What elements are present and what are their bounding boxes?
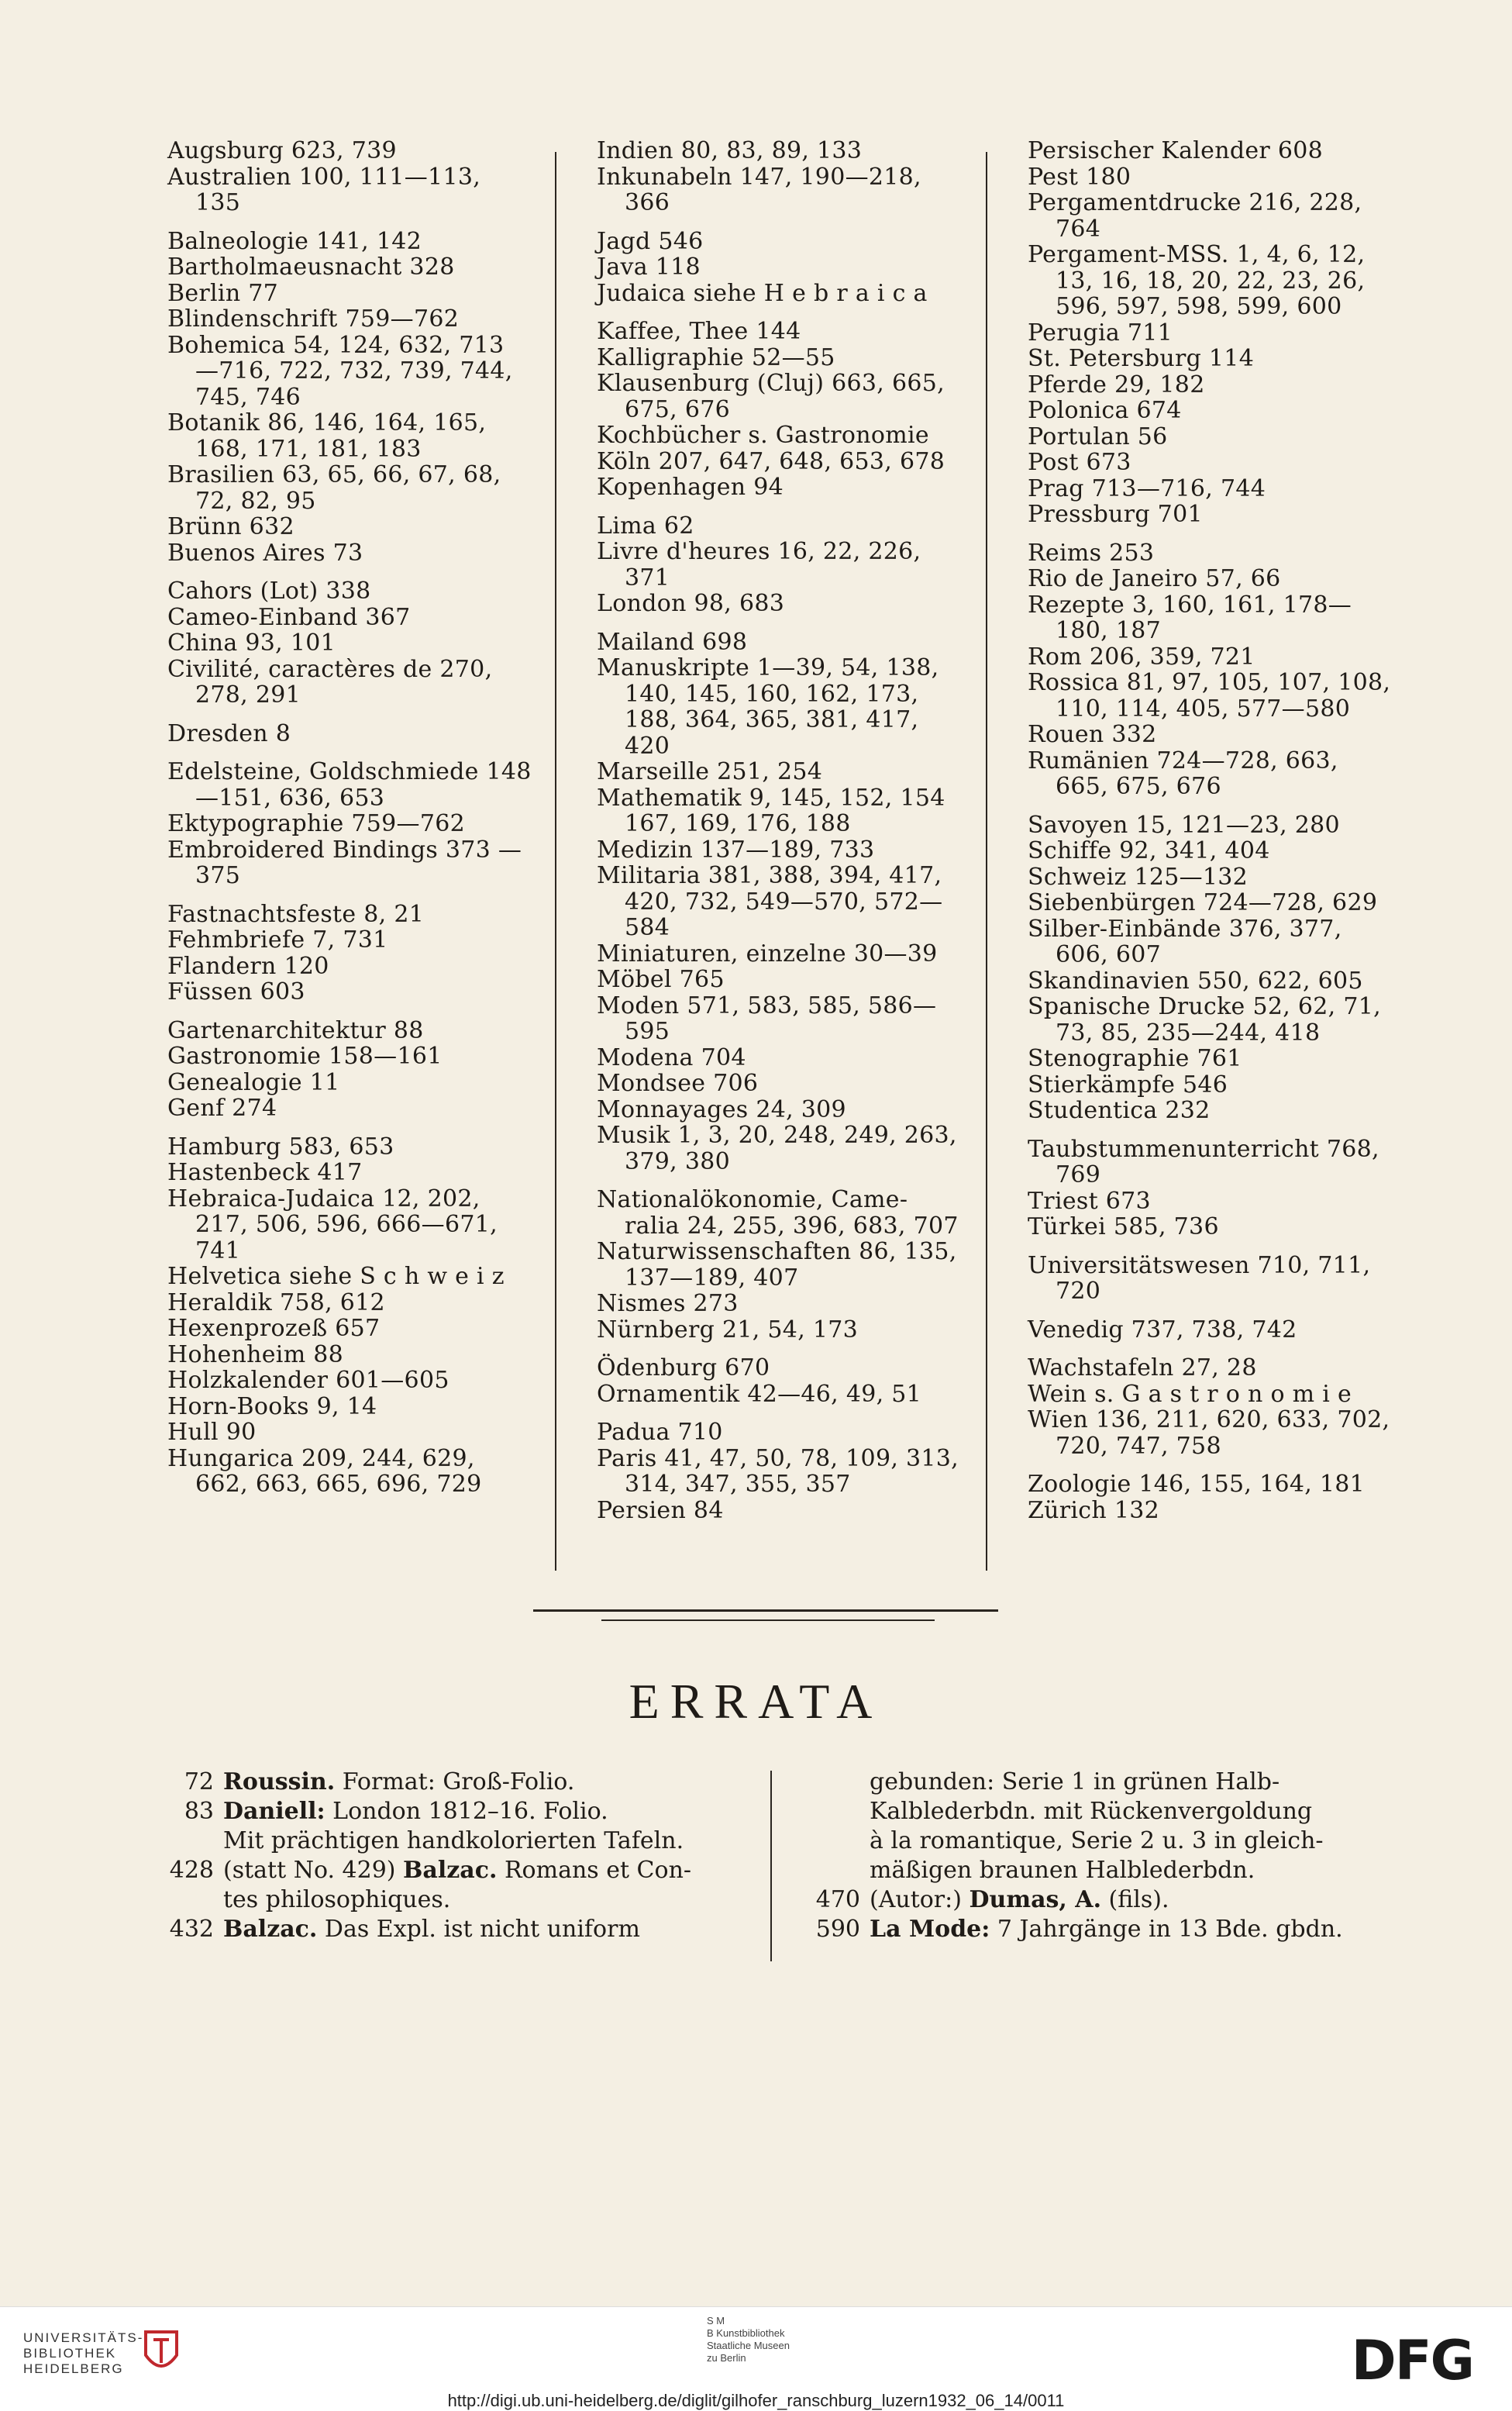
index-entry: Naturwissenschaften 86, 135, 137—189, 407 (597, 1238, 957, 1292)
group-spacer (1028, 1124, 1392, 1137)
index-entry: Rossica 81, 97, 105, 107, 108, 110, 114, 405, 577—580 (1028, 669, 1391, 723)
index-entry: Judaica siehe H e b r a i c a (597, 279, 928, 307)
index-entry: Buenos Aires 73 (167, 539, 363, 567)
index-entry: Hull 90 (167, 1419, 257, 1446)
lot-number: 72 (184, 1768, 214, 1795)
lot-number (798, 1856, 870, 1885)
library-line: HEIDELBERG (23, 2361, 124, 2376)
errata-row (798, 1768, 1395, 1797)
index-entry: Kaffee, Thee 144 (597, 318, 801, 345)
errata-text (223, 1768, 741, 1797)
stamp-line: B Kunstbibliothek (707, 2327, 785, 2339)
index-entry: Wachstafeln 27, 28 (1028, 1354, 1257, 1381)
group-spacer (167, 216, 532, 229)
index-entry: Portulan 56 (1028, 423, 1168, 450)
index-entry: Edelsteine, Goldschmiede 148—151, 636, 653 (167, 758, 532, 812)
index-entry: China 93, 101 (167, 629, 336, 657)
index-entry: Ornamentik 42—46, 49, 51 (597, 1380, 922, 1408)
errata-row (152, 1885, 741, 1915)
errata-heading: ERRATA (629, 1674, 883, 1729)
errata-row (798, 1826, 1395, 1856)
index-entry: Füssen 603 (167, 978, 305, 1005)
index-entry: Reims 253 (1028, 539, 1155, 567)
index-entry: Perugia 711 (1028, 319, 1173, 347)
errata-text (870, 1826, 1395, 1856)
index-entry: Medizin 137—189, 733 (597, 836, 875, 864)
index-entry: Horn-Books 9, 14 (167, 1392, 377, 1420)
index-entry: Fastnachtsfeste 8, 21 (167, 900, 425, 928)
group-spacer (597, 1174, 961, 1187)
group-spacer (597, 1407, 961, 1419)
errata-note: (fils). (1101, 1886, 1169, 1913)
errata-row (798, 1856, 1395, 1885)
group-spacer (167, 889, 532, 902)
index-entry: Köln 207, 647, 648, 653, 678 (597, 447, 945, 475)
index-entry: Schweiz 125—132 (1028, 863, 1249, 891)
index-entry: Stenographie 761 (1028, 1045, 1242, 1072)
errata-divider (770, 1771, 772, 1961)
index-entry: Pferde 29, 182 (1028, 371, 1205, 398)
lot-number (152, 1826, 223, 1856)
index-entry: Bartholmaeusnacht 328 (167, 254, 455, 281)
errata-row (798, 1885, 1395, 1915)
index-entry: Triest 673 (1028, 1187, 1151, 1215)
index-entry: Persien 84 (597, 1496, 724, 1524)
index-entry: Paris 41, 47, 50, 78, 109, 313, 314, 347, 355, 357 (597, 1444, 959, 1498)
errata-row (152, 1856, 741, 1885)
index-entry: Civilité, caractères de 270, 278, 291 (167, 655, 493, 709)
errata-note: Format: Groß-Folio. (335, 1768, 575, 1795)
index-entry: Pressburg 701 (1028, 501, 1203, 528)
index-entry: Mondsee 706 (597, 1070, 759, 1097)
index-entry: Brünn 632 (167, 513, 294, 540)
errata-row (798, 1797, 1395, 1826)
index-entry: Pest 180 (1028, 163, 1131, 191)
index-entry: Rumänien 724—728, 663, 665, 675, 676 (1028, 747, 1338, 800)
group-spacer (167, 1122, 532, 1134)
errata-text (870, 1915, 1395, 1944)
index-column-2 (597, 138, 961, 1523)
index-entry: Padua 710 (597, 1419, 723, 1446)
column-divider-1 (555, 152, 556, 1571)
index-entry: Kopenhagen 94 (597, 474, 784, 501)
index-entry: Fehmbriefe 7, 731 (167, 926, 388, 954)
index-entry: Universitätswesen 710, 711, 720 (1028, 1251, 1371, 1305)
index-entry: Türkei 585, 736 (1028, 1213, 1219, 1240)
errata-note: Mit prächtigen handkolorierten Tafeln. (223, 1827, 684, 1854)
group-spacer (597, 1343, 961, 1355)
errata-bold-term: Roussin. (223, 1768, 336, 1795)
index-entry: Rezepte 3, 160, 161, 178— 180, 187 (1028, 591, 1352, 644)
index-entry: Zoologie 146, 155, 164, 181 (1028, 1471, 1366, 1498)
index-entry: Indien 80, 83, 89, 133 (597, 137, 863, 164)
errata-note: Das Expl. ist nicht uniform (317, 1916, 640, 1943)
index-entry: Genealogie 11 (167, 1068, 340, 1096)
index-entry: Manuskripte 1—39, 54, 138, 140, 145, 160, 162, 173, 188, 364, 365, 381, 417, 420 (597, 654, 939, 760)
index-entry: Miniaturen, einzelne 30—39 (597, 940, 938, 968)
group-spacer (597, 501, 961, 513)
index-entry: Java 118 (597, 254, 701, 281)
index-entry: Berlin 77 (167, 279, 279, 307)
index-entry: Pergamentdrucke 216, 228, 764 (1028, 189, 1362, 243)
errata-note: (Autor:) (870, 1886, 970, 1913)
index-entry: Pergament-MSS. 1, 4, 6, 12, 13, 16, 18, 20, 22, 23, 26, 596, 597, 598, 599, 600 (1028, 241, 1366, 320)
index-entry: Blindenschrift 759—762 (167, 305, 460, 333)
index-entry: Rouen 332 (1028, 721, 1157, 748)
index-entry: Kalligraphie 52—55 (597, 343, 835, 371)
errata-note: (statt No. 429) (223, 1857, 404, 1884)
index-entry: Venedig 737, 738, 742 (1028, 1316, 1297, 1343)
library-line: BIBLIOTHEK (23, 2346, 117, 2361)
index-entry: Hohenheim 88 (167, 1340, 344, 1368)
lot-number (798, 1797, 870, 1826)
index-entry: Spanische Drucke 52, 62, 71, 73, 85, 235—244, 418 (1028, 993, 1381, 1047)
index-entry: Botanik 86, 146, 164, 165, 168, 171, 181, 183 (167, 409, 487, 463)
museum-stamp (707, 2315, 790, 2364)
index-entry: Bohemica 54, 124, 632, 713 —716, 722, 732, 739, 744, 745, 746 (167, 331, 513, 411)
errata-bold-term: Dumas, A. (969, 1886, 1102, 1913)
index-entry: Livre d'heures 16, 22, 226, 371 (597, 538, 921, 592)
errata-row (798, 1915, 1395, 1944)
separator-rule-thin (601, 1619, 935, 1621)
index-entry: Helvetica siehe S c h w e i z (167, 1263, 505, 1290)
index-entry: Lima 62 (597, 512, 694, 540)
index-entry: Embroidered Bindings 373 —375 (167, 836, 522, 889)
group-spacer (1028, 1459, 1392, 1471)
errata-note: mäßigen braunen Halblederbdn. (870, 1857, 1255, 1884)
group-spacer (1028, 800, 1392, 812)
index-entry: Flandern 120 (167, 952, 329, 980)
errata-note: à la romantique, Serie 2 u. 3 in gleich- (870, 1827, 1324, 1854)
index-entry: Klausenburg (Cluj) 663, 665, 675, 676 (597, 370, 945, 423)
errata-note: London 1812–16. Folio. (325, 1798, 608, 1825)
errata-text (870, 1856, 1395, 1885)
index-entry: Cameo-Einband 367 (167, 603, 411, 631)
errata-row (152, 1915, 741, 1944)
index-entry: London 98, 683 (597, 590, 785, 617)
viewer-footer (0, 2306, 1512, 2411)
index-entry: Zürich 132 (1028, 1496, 1160, 1524)
group-spacer (167, 566, 532, 578)
index-entry: Ödenburg 670 (597, 1354, 770, 1381)
index-entry: Ektypographie 759—762 (167, 810, 466, 837)
index-entry: Persischer Kalender 608 (1028, 137, 1324, 164)
index-entry: Wein s. G a s t r o n o m i e (1028, 1380, 1352, 1408)
group-spacer (167, 709, 532, 721)
errata-bold-term: La Mode: (870, 1916, 990, 1943)
index-entry: Augsburg 623, 739 (167, 137, 397, 164)
index-entry: Balneologie 141, 142 (167, 227, 422, 255)
index-entry: Polonica 674 (1028, 397, 1182, 424)
source-url[interactable]: http://digi.ub.uni-heidelberg.de/diglit/gilhofer_ranschburg_luzern1932_06_14/0011 (447, 2391, 1065, 2410)
index-entry: Australien 100, 111—113, 135 (167, 163, 481, 216)
index-entry: Hamburg 583, 653 (167, 1133, 394, 1161)
errata-note: 7 Jahrgänge in 13 Bde. gbdn. (990, 1916, 1343, 1943)
errata-row (152, 1768, 741, 1797)
index-entry: Dresden 8 (167, 719, 291, 747)
index-entry: Genf 274 (167, 1095, 277, 1122)
index-entry: Moden 571, 583, 585, 586— 595 (597, 992, 937, 1045)
errata-row (152, 1826, 741, 1856)
index-entry: St. Petersburg 114 (1028, 345, 1255, 372)
group-spacer (1028, 528, 1392, 540)
index-entry: Jagd 546 (597, 227, 704, 255)
index-entry: Hastenbeck 417 (167, 1159, 363, 1186)
index-column-3 (1028, 138, 1392, 1523)
lot-number: 590 (815, 1916, 860, 1943)
lot-number (798, 1826, 870, 1856)
index-entry: Mailand 698 (597, 628, 748, 656)
lot-number (152, 1885, 223, 1915)
index-entry: Heraldik 758, 612 (167, 1288, 385, 1316)
lot-number: 83 (184, 1798, 214, 1825)
index-entry: Militaria 381, 388, 394, 417, 420, 732, 549—570, 572— 584 (597, 862, 943, 941)
library-name (23, 2330, 143, 2377)
stamp-line: zu Berlin (707, 2352, 746, 2364)
group-spacer (1028, 1305, 1392, 1317)
errata-bold-term: Daniell: (223, 1798, 325, 1825)
lot-number: 428 (169, 1857, 214, 1884)
group-spacer (1028, 1343, 1392, 1355)
errata-note: Romans et Con- (497, 1857, 692, 1884)
index-entry: Rio de Janeiro 57, 66 (1028, 565, 1281, 592)
index-entry: Studentica 232 (1028, 1097, 1211, 1124)
index-entry: Schiffe 92, 341, 404 (1028, 837, 1270, 864)
errata-left-column (152, 1768, 741, 1944)
errata-text (870, 1768, 1395, 1797)
errata-text (223, 1826, 741, 1856)
errata-text (223, 1856, 741, 1885)
lot-number (798, 1768, 870, 1797)
index-entry: Marseille 251, 254 (597, 758, 823, 785)
index-entry: Nismes 273 (597, 1290, 739, 1317)
group-spacer (597, 617, 961, 629)
group-spacer (1028, 1240, 1392, 1253)
index-entry: Gartenarchitektur 88 (167, 1016, 424, 1044)
index-entry: Rom 206, 359, 721 (1028, 643, 1255, 671)
index-entry: Silber-Einbände 376, 377, 606, 607 (1028, 915, 1342, 968)
errata-text (870, 1797, 1395, 1826)
errata-note: Kalblederbdn. mit Rückenvergoldung (870, 1798, 1313, 1825)
index-entry: Post 673 (1028, 449, 1131, 476)
index-entry: Modena 704 (597, 1043, 746, 1071)
index-entry: Mathematik 9, 145, 152, 154 167, 169, 176, 188 (597, 784, 945, 837)
index-entry: Brasilien 63, 65, 66, 67, 68, 72, 82, 95 (167, 461, 501, 515)
index-entry: Monnayages 24, 309 (597, 1095, 846, 1123)
index-entry: Hungarica 209, 244, 629, 662, 663, 665, 696, 729 (167, 1444, 482, 1498)
index-entry: Holzkalender 601—605 (167, 1367, 449, 1394)
index-column-1 (167, 138, 532, 1498)
index-entry: Hexenprozeß 657 (167, 1315, 381, 1342)
university-seal-icon (138, 2324, 184, 2378)
index-entry: Hebraica-Judaica 12, 202, 217, 506, 596, 666—671, 741 (167, 1185, 498, 1264)
group-spacer (167, 747, 532, 759)
column-divider-2 (986, 152, 987, 1571)
lot-number: 470 (815, 1886, 860, 1913)
index-entry: Taubstummenunterricht 768, 769 (1028, 1135, 1379, 1188)
dfg-logo: DFG (1351, 2329, 1473, 2392)
index-entry: Nationalökonomie, Came- ralia 24, 255, 396, 683, 707 (597, 1186, 959, 1240)
index-entry: Musik 1, 3, 20, 248, 249, 263, 379, 380 (597, 1122, 957, 1175)
stamp-line: Staatliche Museen (707, 2340, 790, 2351)
index-entry: Prag 713—716, 744 (1028, 474, 1266, 502)
index-entry: Wien 136, 211, 620, 633, 702, 720, 747, 758 (1028, 1406, 1390, 1460)
errata-note: gebunden: Serie 1 in grünen Halb- (870, 1768, 1280, 1795)
library-line: UNIVERSITÄTS- (23, 2330, 144, 2345)
index-entry: Gastronomie 158—161 (167, 1043, 443, 1070)
errata-right-column (798, 1768, 1395, 1944)
group-spacer (597, 306, 961, 319)
errata-note: tes philosophiques. (223, 1886, 451, 1913)
errata-text (870, 1885, 1395, 1915)
errata-bold-term: Balzac. (403, 1857, 498, 1884)
lot-number: 432 (169, 1916, 214, 1943)
index-entry: Inkunabeln 147, 190—218, 366 (597, 163, 921, 216)
errata-text (223, 1885, 741, 1915)
group-spacer (167, 1005, 532, 1018)
index-entry: Stierkämpfe 546 (1028, 1071, 1228, 1099)
index-entry: Nürnberg 21, 54, 173 (597, 1316, 859, 1343)
index-entry: Cahors (Lot) 338 (167, 578, 371, 605)
errata-row (152, 1797, 741, 1826)
index-entry: Savoyen 15, 121—23, 280 (1028, 811, 1340, 839)
errata-text (223, 1797, 741, 1826)
index-entry: Möbel 765 (597, 966, 725, 993)
index-entry: Kochbücher s. Gastronomie (597, 422, 929, 449)
separator-rule-thick (533, 1609, 998, 1612)
errata-text (223, 1915, 741, 1944)
index-entry: Skandinavien 550, 622, 605 (1028, 967, 1363, 995)
index-entry: Siebenbürgen 724—728, 629 (1028, 889, 1378, 916)
errata-bold-term: Balzac. (223, 1916, 318, 1943)
stamp-line: S M (707, 2315, 725, 2326)
group-spacer (597, 216, 961, 229)
